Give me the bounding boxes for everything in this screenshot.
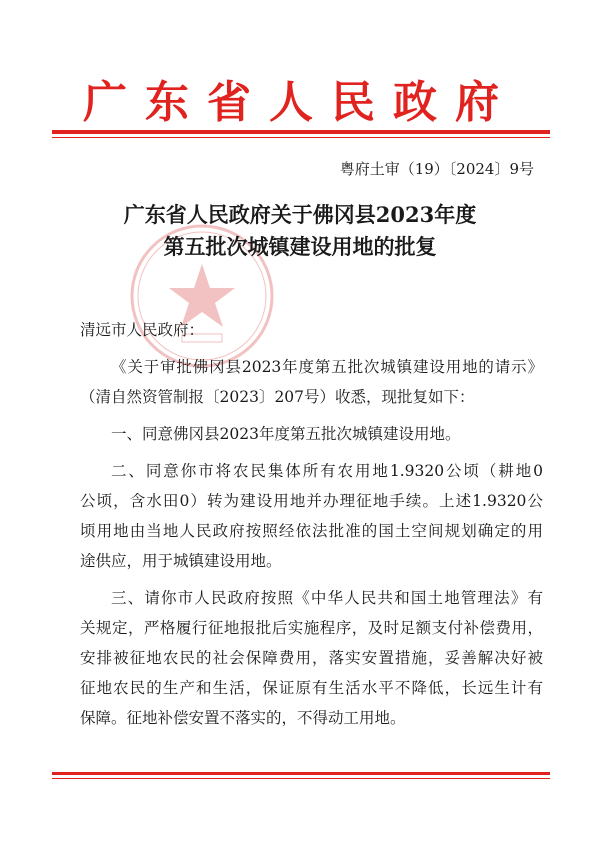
paragraph-3-line-3: 顷用地由当地人民政府按照经依法批准的国土空间规划确定的用 xyxy=(80,522,543,540)
footer-rule-thick xyxy=(52,772,550,775)
paragraph-4-line-3: 安排被征地农民的社会保障费用，落实安置措施，妥善解决好被 xyxy=(80,649,543,667)
paragraph-1-line-2: （清自然资管制报〔2023〕207号）收悉，现批复如下： xyxy=(80,388,475,406)
document-title-line-2: 第五批次城镇建设用地的批复 xyxy=(163,234,437,259)
header-rule-thin xyxy=(52,137,550,138)
paragraph-4-line-1: 三、请你市人民政府按照《中华人民共和国土地管理法》有 xyxy=(111,589,543,607)
document-title-line-1: 广东省人民政府关于佛冈县2023年度 xyxy=(123,202,477,227)
header-rule-thick xyxy=(52,130,550,134)
paragraph-3-line-1: 二、同意你市将农民集体所有农用地1.9320公顷（耕地0 xyxy=(111,462,543,480)
paragraph-4-line-5: 保障。征地补偿安置不落实的，不得动工用地。 xyxy=(80,709,406,727)
organization-header: 广东省人民政府 xyxy=(83,77,517,128)
paragraph-3-line-4: 途供应，用于城镇建设用地。 xyxy=(80,552,282,570)
document-number: 粤府土审（19）〔2024〕9号 xyxy=(339,160,534,178)
paragraph-3-line-2: 公顷，含水田0）转为建设用地并办理征地手续。上述1.9320公 xyxy=(80,492,543,510)
paragraph-4-line-2: 关规定，严格履行征地报批后实施程序，及时足额支付补偿费用， xyxy=(80,619,543,637)
salutation: 清远市人民政府： xyxy=(80,321,205,339)
paragraph-4-line-4: 征地农民的生产和生活，保证原有生活水平不降低，长远生计有 xyxy=(80,679,543,697)
paragraph-2-line-1: 一、同意佛冈县2023年度第五批次城镇建设用地。 xyxy=(111,425,461,443)
paragraph-1-line-1: 《关于审批佛冈县2023年度第五批次城镇建设用地的请示》 xyxy=(111,358,543,376)
footer-rule-thin xyxy=(52,778,550,779)
